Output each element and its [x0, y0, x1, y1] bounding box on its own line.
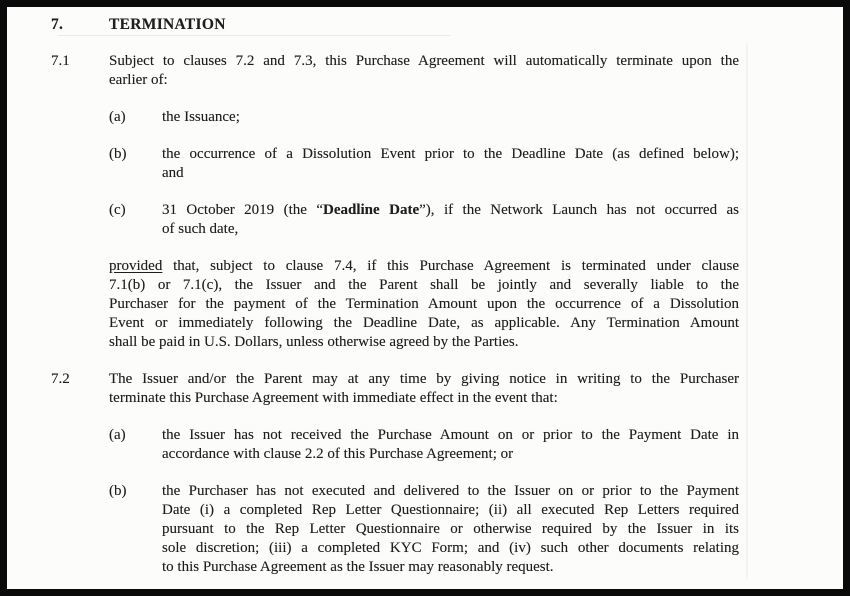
text-line: 31 October 2019 (the “Deadline Date”), if the Network Launch has not occurred as — [162, 202, 740, 218]
text-line: Date (i) a completed Rep Letter Questionnaire; (ii) all executed Rep Letters required — [162, 502, 739, 518]
contract-page — [7, 7, 843, 589]
clause-7-1-c — [109, 201, 843, 239]
text-line: to this Purchase Agreement as the Issuer may reasonably request. — [162, 559, 554, 575]
subitem-letter: (a) — [109, 427, 126, 443]
text-line: sole discretion; (iii) a completed KYC Form; and (iv) such other documents relating — [162, 540, 739, 556]
section-title: TERMINATION — [109, 16, 226, 33]
clause-7-1 — [51, 52, 843, 90]
subitem-body — [162, 482, 739, 577]
subitem-body — [162, 201, 739, 239]
text-line: earlier of: — [109, 72, 168, 88]
text-line: 7.1(b) or 7.1(c), the Issuer and the Parent shall be jointly and severally liable to the — [109, 277, 739, 293]
subitem-letter: (c) — [109, 202, 126, 218]
clause-number-spacer — [51, 257, 109, 352]
subitem-body — [162, 145, 739, 183]
clause-number: 7.1 — [51, 53, 70, 69]
section-number: 7. — [51, 16, 64, 33]
clause-7-1-proviso — [51, 257, 843, 352]
subitem-letter: (a) — [109, 109, 126, 125]
text-line: Subject to clauses 7.2 and 7.3, this Purchase Agreement will automatically terminate upon the — [109, 53, 739, 69]
text-line: terminate this Purchase Agreement with immediate effect in the event that: — [109, 390, 558, 406]
text-line: Purchaser for the payment of the Termination Amount upon the occurrence of a Dissolution — [109, 296, 739, 312]
scan-artifact-underline — [58, 35, 450, 36]
subitem-body — [162, 108, 739, 127]
text-line: accordance with clause 2.2 of this Purchase Agreement; or — [162, 446, 514, 462]
clause-7-2-a — [109, 426, 843, 464]
clause-number: 7.2 — [51, 371, 70, 387]
clause-7-2-b — [109, 482, 843, 577]
text-line: pursuant to the Rep Letter Questionnaire or otherwise required by the Issuer in its — [162, 521, 739, 537]
clause-body — [109, 52, 739, 90]
clause-7-1-b — [109, 145, 843, 183]
clause-7-1-a — [109, 108, 843, 127]
text-line: the occurrence of a Dissolution Event prior to the Deadline Date (as defined below); — [162, 146, 739, 162]
proviso-body — [109, 257, 739, 352]
text-line: The Issuer and/or the Parent may at any time by giving notice in writing to the Purchaser — [109, 371, 739, 387]
text-line: of such date, — [162, 221, 239, 237]
text-line: the Issuer has not received the Purchase Amount on or prior to the Payment Date in — [162, 427, 739, 443]
subitem-letter: (b) — [109, 483, 127, 499]
scan-artifact-streak — [746, 43, 748, 579]
subitem-letter: (b) — [109, 146, 127, 162]
subitem-body — [162, 426, 739, 464]
text-line: shall be paid in U.S. Dollars, unless otherwise agreed by the Parties. — [109, 334, 519, 350]
section-heading — [51, 15, 843, 34]
clause-body — [109, 370, 739, 408]
text-line: Event or immediately following the Deadline Date, as applicable. Any Termination Amount — [109, 315, 739, 331]
text-line: the Issuance; — [162, 109, 240, 125]
text-line: the Purchaser has not executed and delivered to the Issuer on or prior to the Payment — [162, 483, 739, 499]
clause-7-2 — [51, 370, 843, 408]
text-line: provided that, subject to clause 7.4, if this Purchase Agreement is terminated under clause — [109, 258, 739, 274]
text-line: and — [162, 165, 184, 181]
